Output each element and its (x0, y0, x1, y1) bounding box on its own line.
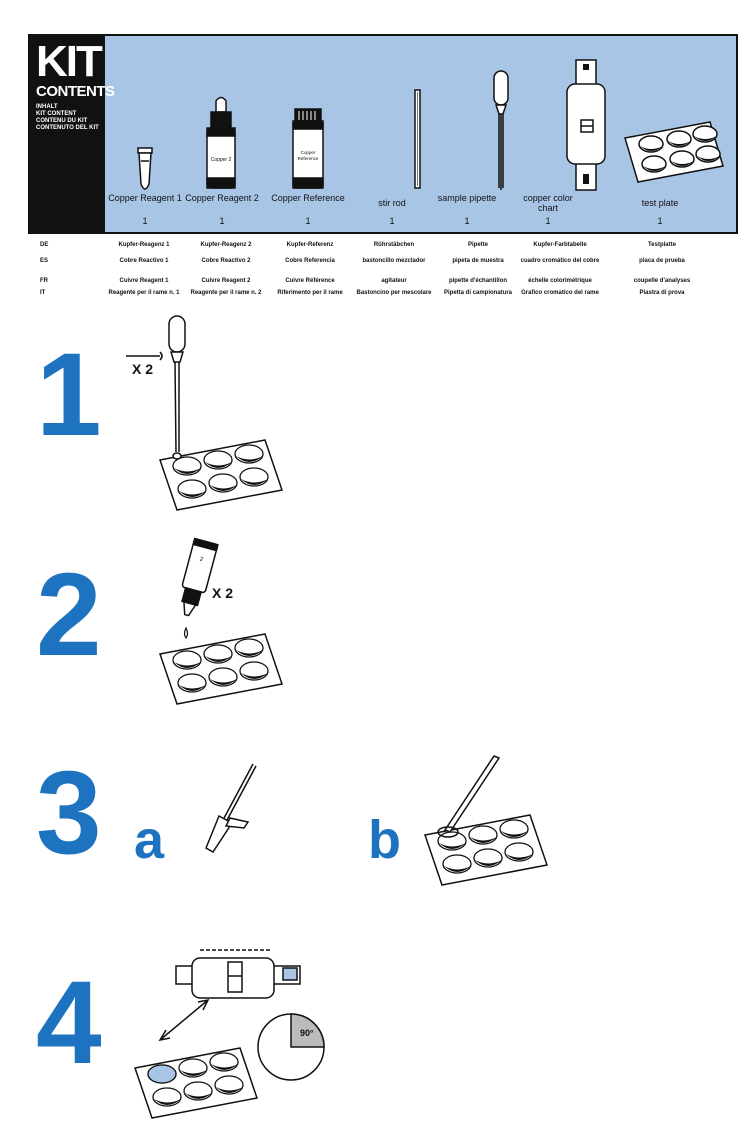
item-name-copper-color-chart: copper color chart (523, 193, 573, 213)
lang-code: FR (40, 278, 48, 284)
step-4-color-chart-icon (176, 950, 300, 998)
translation-cell: échelle colorimétrique (528, 278, 592, 284)
item-name-stir-rod: stir rod (378, 198, 406, 208)
translation-cell: bastoncillo mezclador (362, 258, 426, 264)
kit-sub-line: CONTENUTO DEL KIT (36, 125, 99, 131)
translation-cell: Kupfer-Reagenz 2 (200, 242, 252, 248)
translation-cell: Kupfer-Referenz (286, 242, 334, 248)
step-3b-plate-icon (425, 815, 547, 885)
svg-text:Reference: Reference (297, 156, 319, 161)
item-qty: 1 (389, 216, 395, 226)
item-name-copper-reference: Copper Reference (271, 193, 345, 203)
translation-cell: cuadro cromático del cobre (520, 258, 600, 264)
translation-cell: agitateur (381, 278, 407, 284)
item-name-copper-reagent-2: Copper Reagent 2 (185, 193, 259, 203)
lang-code: DE (40, 242, 49, 248)
kit-sub-line: INHALT (36, 104, 58, 110)
translation-cell: Testplatte (648, 242, 676, 248)
item-qty: 1 (142, 216, 148, 226)
translation-cell: Piastra di prova (639, 290, 685, 296)
step-2-plate-icon (160, 634, 282, 704)
svg-text:90°: 90° (300, 1028, 314, 1038)
kit-title: KIT (36, 37, 101, 86)
double-arrow-icon (160, 1000, 208, 1040)
translation-cell: Cobre Reactivo 2 (201, 258, 251, 264)
translation-cell: Kupfer-Reagenz 1 (118, 242, 170, 248)
translation-cell: Cobre Reactivo 1 (119, 258, 169, 264)
step-2-bottle-icon (175, 539, 218, 619)
item-qty: 1 (464, 216, 470, 226)
step-1-pipette-icon (126, 316, 185, 459)
svg-text:Copper: Copper (300, 150, 316, 155)
step-2-repeat-count: X 2 (212, 585, 234, 601)
translation-cell: pipette d'échantillon (448, 278, 508, 284)
kit-sub-line: KIT CONTENT (36, 111, 77, 117)
step-number-1: 1 (36, 329, 102, 461)
item-qty: 1 (305, 216, 311, 226)
step-3a-pipette-icon (206, 764, 256, 852)
translation-cell: Reagente per il rame n. 1 (108, 290, 180, 296)
svg-text:2: 2 (199, 556, 204, 564)
translation-cell: coupelle d'analyses (633, 278, 691, 284)
translation-cell: Cuivre Reagent 1 (119, 278, 169, 284)
item-qty: 1 (545, 216, 551, 226)
translation-cell: Pipette (467, 242, 488, 248)
kit-sub-line: CONTENU DU KIT (36, 118, 88, 124)
translation-cell: Cuivre Référence (285, 278, 335, 284)
translation-cell: Grafico cromatico del rame (521, 290, 599, 296)
item-name-sample-pipette: sample pipette (437, 193, 497, 203)
step-number-2: 2 (36, 549, 102, 681)
step-4-plate-icon (135, 1048, 257, 1118)
translation-cell: Reagente per il rame n. 2 (190, 290, 262, 296)
angle-90-icon (258, 1014, 324, 1080)
step-1-repeat-count: X 2 (132, 361, 154, 377)
svg-text:Copper 2: Copper 2 (210, 157, 232, 163)
step-number-4: 4 (36, 957, 102, 1089)
lang-code: ES (40, 258, 49, 264)
lang-code: IT (40, 290, 46, 296)
translation-cell: Cobre Referencia (285, 258, 335, 264)
translation-cell: pipeta de muestra (452, 258, 504, 264)
step-3b-label: b (368, 810, 401, 870)
step-3a-label: a (134, 810, 165, 870)
drop-icon (185, 628, 188, 638)
translation-cell: Rührstäbchen (373, 242, 415, 248)
item-name-copper-reagent-1: Copper Reagent 1 (108, 193, 182, 203)
item-qty: 1 (657, 216, 663, 226)
translation-cell: Riferimento per il rame (277, 290, 343, 296)
translation-cell: Bastoncino per mescolare (356, 290, 432, 296)
translation-cell: Pipetta di campionatura (443, 290, 512, 296)
kit-contents-title: CONTENTS (36, 83, 115, 100)
translation-cell: Cuivre Reagent 2 (201, 278, 251, 284)
translation-cell: placa de prueba (639, 258, 685, 264)
translation-cell: Kupfer-Farbtabelle (533, 242, 587, 248)
step-number-3: 3 (36, 747, 102, 879)
item-name-test-plate: test plate (641, 198, 679, 208)
item-qty: 1 (219, 216, 225, 226)
